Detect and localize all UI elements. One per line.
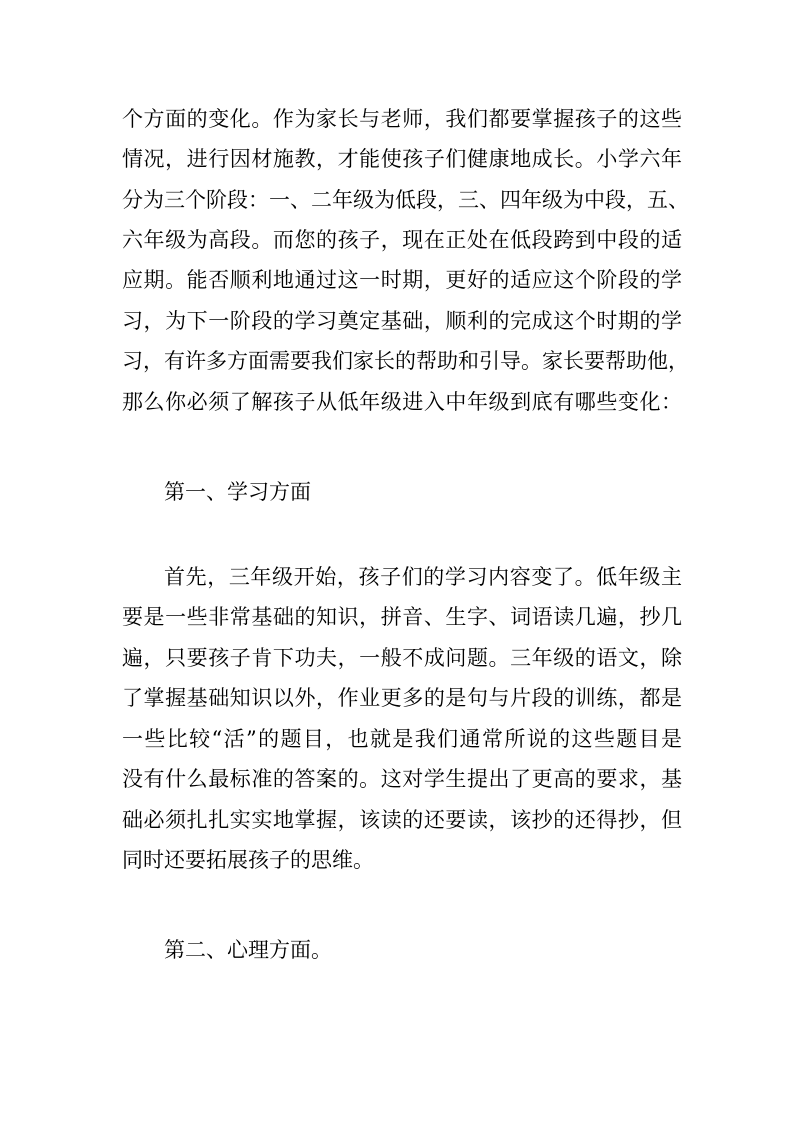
paragraph-line: 六年级为高段。而您的孩子，现在正处在低段跨到中段的适	[122, 228, 682, 252]
paragraph-line: 没有什么最标准的答案的。这对学生提出了更高的要求，基	[122, 767, 682, 791]
paragraph-line: 应期。能否顺利地通过这一时期，更好的适应这个阶段的学	[122, 268, 682, 292]
paragraph-line: 础必须扎扎实实地掌握，该读的还要读，该抄的还得抄，但	[122, 808, 682, 832]
paragraph-line: 一些比较“活”的题目，也就是我们通常所说的这些题目是	[122, 727, 682, 751]
paragraph-line: 个方面的变化。作为家长与老师，我们都要掌握孩子的这些	[122, 107, 682, 131]
paragraph-line: 遍，只要孩子肯下功夫，一般不成问题。三年级的语文，除	[122, 646, 682, 670]
paragraph-line: 那么你必须了解孩子从低年级进入中年级到底有哪些变化：	[122, 390, 682, 414]
paragraph-line: 要是一些非常基础的知识，拼音、生字、词语读几遍，抄几	[122, 605, 682, 629]
section-heading-psychology: 第二、心理方面。	[164, 938, 332, 962]
section-heading-study: 第一、学习方面	[164, 480, 311, 504]
paragraph-line: 习，为下一阶段的学习奠定基础，顺利的完成这个时期的学	[122, 309, 682, 333]
paragraph-line: 首先，三年级开始，孩子们的学习内容变了。低年级主	[164, 565, 682, 589]
paragraph-line: 情况，进行因材施教，才能使孩子们健康地成长。小学六年	[122, 147, 682, 171]
paragraph-line: 同时还要拓展孩子的思维。	[122, 848, 374, 872]
paragraph-line: 习，有许多方面需要我们家长的帮助和引导。家长要帮助他，	[122, 349, 689, 373]
paragraph-line: 了掌握基础知识以外，作业更多的是句与片段的训练，都是	[122, 686, 682, 710]
paragraph-line: 分为三个阶段：一、二年级为低段，三、四年级为中段，五、	[122, 188, 689, 212]
